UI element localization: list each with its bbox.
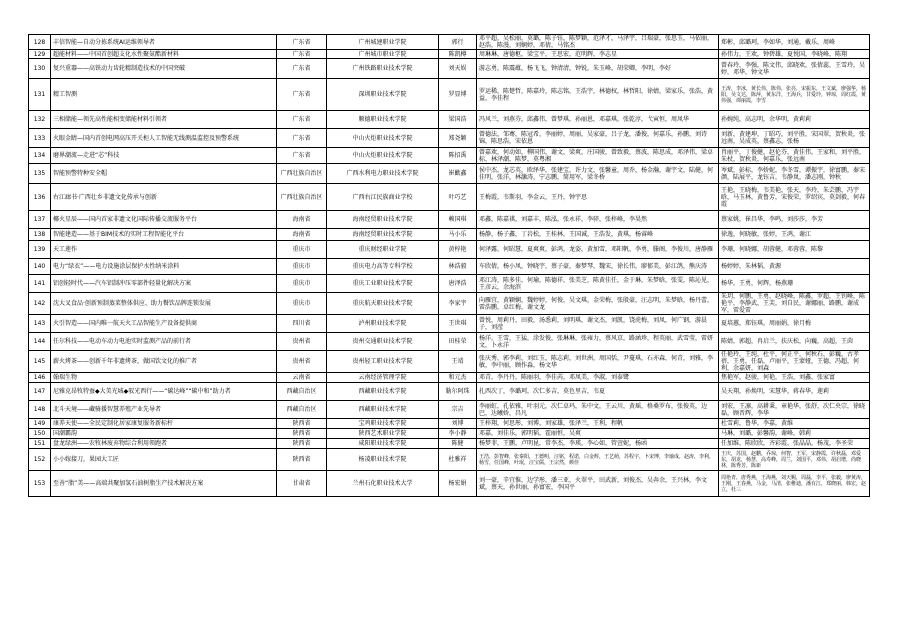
team-members-cell: 曾悦，周莉丹，田毅，汤悉莉，刘明琪，谢文杰，刘凯，饶虎梅，刘凤，何广钢，游晨子，刘滢 xyxy=(477,315,719,333)
school-name-cell: 中山火炬职业技术学院 xyxy=(327,148,439,164)
mentors-cell: 岑斌，彭标，李娇妮，李冬雪，谭振宇，徐富鹏，秦宋颜，陆展平，龙钰吉，韦静岚，潘志刚，钟秋 xyxy=(719,164,870,184)
table-row xyxy=(29,229,870,241)
mentors-cell: 夏培蕙，郑钰琪，周丽娟，徐月梅 xyxy=(719,315,870,333)
row-number-cell: 137 xyxy=(29,211,51,229)
province-cell: 重庆市 xyxy=(277,275,327,293)
mentors-cell: 杜雪莉，鲁华，李嘉，黄维 xyxy=(719,419,870,429)
team-leader-cell: 和元杰 xyxy=(439,373,477,383)
table-row xyxy=(29,184,870,211)
table-row xyxy=(29,293,870,315)
mentors-cell: 刘宏，王凛，高耕秉，章艳华，张舒，次仁央宗，徐晓磊，顾晋辉，李华 xyxy=(719,401,870,419)
mentors-cell: 杨华，王勇，何辉，杨燕珊 xyxy=(719,275,870,293)
team-members-cell: 邓嘉，刘佳乐，郭明韬，霍丽恒，吴爽 xyxy=(477,429,719,439)
team-members-cell: 邓青，李丹丹，陈丽羽，李佳芮，邓凤美，李淑，刘泰鹭 xyxy=(477,373,719,383)
team-leader-cell: 王世琪 xyxy=(439,315,477,333)
team-leader-cell: 王靖 xyxy=(439,351,477,373)
school-name-cell: 广西右江民族商业学校 xyxy=(327,184,439,211)
team-leader-cell: 杨宏娟 xyxy=(439,471,477,497)
team-leader-cell: 罗显博 xyxy=(439,79,477,111)
team-leader-cell: 唐泽浩 xyxy=(439,275,477,293)
row-number-cell: 150 xyxy=(29,429,51,439)
province-cell: 四川省 xyxy=(277,315,327,333)
row-number-cell: 149 xyxy=(29,419,51,429)
province-cell: 广西壮族自治区 xyxy=(277,164,327,184)
row-number-cell: 144 xyxy=(29,333,51,351)
team-leader-cell: 郑尧颖 xyxy=(439,129,477,148)
table-row xyxy=(29,449,870,471)
team-members-cell: 侯中杰，龙芯英，欧绎华，张建宝，许力文，张馨童，周乔，杨金瀚，谢宇文，陆健，何佳明，张洋，林灏涛，宁志鹏，简用军，梁冬桥 xyxy=(477,164,719,184)
school-name-cell: 重庆电力高等专科学校 xyxy=(327,259,439,275)
project-name-cell: 智能预警特种安全帽 xyxy=(51,164,277,184)
school-name-cell: 陕西艺术职业学院 xyxy=(327,429,439,439)
row-number-cell: 142 xyxy=(29,293,51,315)
table-row xyxy=(29,148,870,164)
project-name-cell: 三相储能—领先高性能相变储能材料引领者 xyxy=(51,111,277,129)
project-name-cell: 电力“绿衣”——电力设施涂层保护水性纳米涂料 xyxy=(51,259,277,275)
mentors-cell: 王庆，苏国，赵鹏，乔琼，何智，王军，宋静霞，许秋磊，邓爱东，胡龙，杨慧，高寿峰，周兰，刘国平，邓伟，胡启增，尚晓林，陈秀芳，陈新 xyxy=(719,449,870,471)
table-row xyxy=(29,50,870,59)
table-row xyxy=(29,419,870,429)
school-name-cell: 深圳职业技术学院 xyxy=(327,79,439,111)
row-number-cell: 138 xyxy=(29,229,51,241)
mentors-cell: 任艳玲，王纯，杜平，何正平，何秋石，彭巍，古孝蓓，王勇，任磊，卢丽平，王蒙娅，王德，冯超，何利，余嘉妍，刘森 xyxy=(719,351,870,373)
mentors-cell: 刘新，黄建坤，丁昭巧，刘平胜，宋国翠，贺秋炎，张远南，吴成英，蔡鑫志，张杨 xyxy=(719,129,870,148)
award-table xyxy=(28,34,870,497)
project-name-cell: 智能建造——基于BIM技术的实时工程智能化平台 xyxy=(51,229,277,241)
province-cell: 广东省 xyxy=(277,35,327,50)
school-name-cell: 兰州石化职业技术大学 xyxy=(327,471,439,497)
table-row xyxy=(29,401,870,419)
row-number-cell: 129 xyxy=(29,50,51,59)
team-leader-cell: 宗吉 xyxy=(439,401,477,419)
province-cell: 广东省 xyxy=(277,59,327,79)
table-row xyxy=(29,275,870,293)
school-name-cell: 海南经贸职业技术学院 xyxy=(327,229,439,241)
province-cell: 广东省 xyxy=(277,79,327,111)
row-number-cell: 147 xyxy=(29,383,51,401)
table-row xyxy=(29,471,870,497)
row-number-cell: 134 xyxy=(29,148,51,164)
table-row xyxy=(29,259,870,275)
team-members-cell: 车欣倩，杨小凤，钟晓宇，蔡子豪，秦梦琴，魏宋，徐长伟，廖郁美，彭江鸽，熊庆涛 xyxy=(477,259,719,275)
mentors-cell: 曾春玲，李强，陈文伟，邱晓欢，张倩蕊，王雪玲，吴婷，邓华，钟文华 xyxy=(719,59,870,79)
team-members-cell: 冯风兰，刘燕芬，邱鑫伟，曾梦琪，孙丽恩，邓嘉琪，张乾淳，弋寅恒，周凤华 xyxy=(477,111,719,129)
school-name-cell: 广西水利电力职业技术学院 xyxy=(327,164,439,184)
table-row xyxy=(29,241,870,259)
row-number-cell: 131 xyxy=(29,79,51,111)
province-cell: 重庆市 xyxy=(277,241,327,259)
team-members-cell: 邓江涛，陈多佳，何瑜，陈德祥，张美芝，陈黄佳任，金于琳，朱梦晗，张雯，陈沁见，王彦云，余海滨 xyxy=(477,275,719,293)
province-cell: 陕西省 xyxy=(277,439,327,449)
row-number-cell: 148 xyxy=(29,401,51,419)
mentors-cell: 任加维，陈欣欣，齐彩霞，张晶晶，杨茂，李圣荣 xyxy=(719,439,870,449)
row-number-cell: 141 xyxy=(29,275,51,293)
school-name-cell: 西藏职业技术学院 xyxy=(327,383,439,401)
team-leader-cell: 杜雅祥 xyxy=(439,449,477,471)
project-name-cell: 火引智造——国内唯一航天火工品智能生产设备提供商 xyxy=(51,315,277,333)
team-members-cell: 李丽虹，孔依雅，叶羽元，次仁卓玛，朱中文，王云川，黄瑶，格桑罗布，张俊英，边巴，达曦娇，昌凡 xyxy=(477,401,719,419)
team-leader-cell: 林浩毅 xyxy=(439,259,477,275)
mentors-cell: 孙婉纯，高志明，余华明，黄莉莉 xyxy=(719,111,870,129)
team-leader-cell: 叶巧艺 xyxy=(439,184,477,211)
project-name-cell: 右江廊书·广西壮乡非遗文化传承与创新 xyxy=(51,184,277,211)
school-name-cell: 西藏职业技术学院 xyxy=(327,401,439,419)
team-leader-cell: 陈健 xyxy=(439,439,477,449)
province-cell: 贵州省 xyxy=(277,351,327,373)
school-name-cell: 重庆航天职业技术学院 xyxy=(327,293,439,315)
team-members-cell: 王梅霞，韦斯羽，李金云，王丹，钟宇思 xyxy=(477,184,719,211)
mentors-cell: 朱玥，何鹏，王勇，赵晓峰，陈鑫，罗超，王钊峰，陈艳平，李静武，王芙，刘自民，谢娜丽，路鹏，谢成军，雷爱雷 xyxy=(719,293,870,315)
project-name-cell: 沈大叉食品·创新预制蒸菜整体供应、助力餐饮品牌连锁发展 xyxy=(51,293,277,315)
province-cell: 海南省 xyxy=(277,211,327,229)
row-number-cell: 132 xyxy=(29,111,51,129)
school-name-cell: 杨凌职业技术学院 xyxy=(327,449,439,471)
team-members-cell: 王梓翔，何思彤，刘博，刘家雄，张泽兰，王利，程帆 xyxy=(477,419,719,429)
province-cell: 重庆市 xyxy=(277,259,327,275)
project-name-cell: 国潮霸韵 xyxy=(51,429,277,439)
project-name-cell: 超能材料——中国首创超支化水性聚氨酯新材料 xyxy=(51,50,277,59)
mentors-cell: 焦艳军，赵骏，何艳，王浩，刘鑫，张家富 xyxy=(719,373,870,383)
mentors-cell: 蔡家姚，崔昌华，李鸣，刘莎莎，李芳 xyxy=(719,211,870,229)
table-row xyxy=(29,373,870,383)
project-name-cell: 翰瑞生物 xyxy=(51,373,277,383)
team-leader-cell: 崔歡鑫 xyxy=(439,164,477,184)
school-name-cell: 广州铁路职业技术学院 xyxy=(327,59,439,79)
mentors-cell: 郑彬，邱璐珂，李如华，刘通，戴乐，周峰 xyxy=(719,35,870,50)
row-number-cell: 143 xyxy=(29,315,51,333)
province-cell: 广东省 xyxy=(277,50,327,59)
school-name-cell: 重庆工业职业技术学院 xyxy=(327,275,439,293)
province-cell: 陕西省 xyxy=(277,429,327,439)
table-row xyxy=(29,315,870,333)
mentors-cell: 孙伟力，王欢，钟碧雄，夏悦国，李晓峰，陈翔 xyxy=(719,50,870,59)
table-row xyxy=(29,111,870,129)
mentors-cell: 杨婷婷，朱林韬，黄源 xyxy=(719,259,870,275)
school-name-cell: 广州城建职业学院 xyxy=(327,35,439,50)
table-row xyxy=(29,164,870,184)
project-name-cell: 火眼金睛—国内首创电网高压开关柜人工智能无线测温监控及预警系统 xyxy=(51,129,277,148)
team-leader-cell: 黄梓艳 xyxy=(439,241,477,259)
table-row xyxy=(29,129,870,148)
province-cell: 广东省 xyxy=(277,111,327,129)
project-name-cell: 薪火烤茶——创新千年非遗烤茶，做国饮文化的推广者 xyxy=(51,351,277,373)
mentors-cell: 王涛，李冰，黄长伟，陈伟，张亮，宋振东，王文斌，廖强华，杨阳，吴文达，陈萍，黄东洋，王海兵，甘爱玲，钟琼，周红霞，黄伟强，谭丽霞，李雪 xyxy=(719,79,870,111)
table-row xyxy=(29,79,870,111)
row-number-cell: 140 xyxy=(29,259,51,275)
project-name-cell: 康养天使——全民定制化居家康复服务新标杆 xyxy=(51,419,277,429)
project-name-cell: 精工智测 xyxy=(51,79,277,111)
school-name-cell: 贵州交通职业技术学院 xyxy=(327,333,439,351)
team-members-cell: 杨静，杨子鑫，丁岩松，王桂林，王国诚，王浩发，黄琪，杨睿峰 xyxy=(477,229,719,241)
row-number-cell: 151 xyxy=(29,439,51,449)
mentors-cell: 李珊，何晓娜，胡蓉健，邓蓉蓉，陈黎 xyxy=(719,241,870,259)
team-leader-cell: 郭行 xyxy=(439,35,477,50)
team-leader-cell: 田桂荣 xyxy=(439,333,477,351)
team-leader-cell: 刘博 xyxy=(439,419,477,429)
team-members-cell: 向雁宜，黄颖娴，魏婷婷，何俊，吴文琪，金荣梅，张殷豪，汪志明，朱梦晗，杨丹蕾，雷浩鹏，卓红梅，谢文龙 xyxy=(477,293,719,315)
row-number-cell: 146 xyxy=(29,373,51,383)
project-name-cell: 磨界潮流—走进“芯”科技 xyxy=(51,148,277,164)
team-leader-cell: 马小乐 xyxy=(439,229,477,241)
team-leader-cell: 梁国浩 xyxy=(439,111,477,129)
row-number-cell: 139 xyxy=(29,241,51,259)
school-name-cell: 重庆财经职业学院 xyxy=(327,241,439,259)
project-name-cell: 复兴重器——高铁动力齿轮精制造技术的中国突破 xyxy=(51,59,277,79)
mentors-cell: 陈婧，郭超，冉启兰，扶庆松，向巍，高超，王茵 xyxy=(719,333,870,351)
province-cell: 陕西省 xyxy=(277,449,327,471)
team-members-cell: 杨梦菲，王鹏，卢明昆，常李杰，李瑛，李心如，管萱妮，杨函 xyxy=(477,439,719,449)
mentors-cell: 肖丽平，丁俊健，赵伦芬，黄佳伟，王家和，刘平胜，朱杖，贺秋炎，何嘉乐，张远南 xyxy=(719,148,870,164)
mentors-cell: 吴天翔，孙焕明，宋慧华，蒋春华，莲莉 xyxy=(719,383,870,401)
table-row xyxy=(29,429,870,439)
project-name-cell: 天工莲作 xyxy=(51,241,277,259)
table-row xyxy=(29,351,870,373)
project-name-cell: 盘龙绿洲——农牧林废弃物综合利用领跑者 xyxy=(51,439,277,449)
project-name-cell: 椰火星辰——国内首家非遗文化国际传播交流服务平台 xyxy=(51,211,277,229)
row-number-cell: 153 xyxy=(29,471,51,497)
table-row xyxy=(29,211,870,229)
province-cell: 西藏自治区 xyxy=(277,383,327,401)
mentors-cell: 徐逸，何晓敏，张婷，王鸿，谢江 xyxy=(719,229,870,241)
team-members-cell: 曾德法，邹骞，陈冠希，李丽婷，周丽，吴家豪，吕子龙，潘俊，何嘉乐，孙鹏，刘诗锦，陈思浩，宋依恩 xyxy=(477,129,719,148)
team-leader-cell: 李小静 xyxy=(439,429,477,439)
row-number-cell: 130 xyxy=(29,59,51,79)
school-name-cell: 贵州轻工职业技术学院 xyxy=(327,351,439,373)
team-members-cell: 刘一豪，辛宜惟，边学彤，潘三亚，火翠平，田武新，刘俊杰，吴奔余，王兴林，李文斌，蔡天，孙世丽，孙富宏，李国平 xyxy=(477,471,719,497)
team-leader-cell: 陈招禹 xyxy=(439,148,477,164)
team-leader-cell: 刘天娱 xyxy=(439,59,477,79)
province-cell: 云南省 xyxy=(277,373,327,383)
row-number-cell: 128 xyxy=(29,35,51,50)
row-number-cell: 145 xyxy=(29,351,51,373)
team-members-cell: 曾嘉欢，何动如，柳国伟，谢文，梁爽，庄国骏，曾致毅，蔡波，陈思成，邓泽伟，梁卓标，林泽潮，陈梦，莫粤湘 xyxy=(477,148,719,164)
school-name-cell: 海南经贸职业技术学院 xyxy=(327,211,439,229)
table-row xyxy=(29,35,870,50)
table-row xyxy=(29,333,870,351)
table-row xyxy=(29,439,870,449)
team-members-cell: 游志勇，陈震蕴，杨飞飞，钟清清，钟锐，朱玉峰，胡荣卿，李明，李好 xyxy=(477,59,719,79)
province-cell: 甘肃省 xyxy=(277,471,327,497)
school-name-cell: 泸州职业技术学院 xyxy=(327,315,439,333)
school-name-cell: 宝鸡职业技术学院 xyxy=(327,419,439,429)
row-number-cell: 136 xyxy=(29,184,51,211)
team-members-cell: 杨洋，王雪，王猛，涂发俊，张琳琳，张雍力，蔡风京，路涵珍，程英丽，武雪莹，雷妍文，卜永洋 xyxy=(477,333,719,351)
province-cell: 广东省 xyxy=(277,129,327,148)
project-name-cell: 至善“脂”美——高端共聚加氢石油树脂生产技术解决方案 xyxy=(51,471,277,497)
project-name-cell: 铝创轻时代——汽车铝制冲压零部件轻量化解决方案 xyxy=(51,275,277,293)
school-name-cell: 咸阳职业技术学院 xyxy=(327,439,439,449)
row-number-cell: 133 xyxy=(29,129,51,148)
table-row xyxy=(29,383,870,401)
province-cell: 海南省 xyxy=(277,229,327,241)
project-name-cell: 任尔科技——电动车动力电池实时监测产品的前行者 xyxy=(51,333,277,351)
team-members-cell: 何泽露，何昭慧，夏爽爽，彭鸿，龙姿，黄加雪，邓阳帆，李勇，滕阁，李俊川，唐静雁 xyxy=(477,241,719,259)
team-leader-cell: 赖国琪 xyxy=(439,211,477,229)
project-name-cell: 尼雅克昂牧特蚕◆大美光城◆驭光西行——“碳达峰”“碳中和”助力者 xyxy=(51,383,277,401)
team-leader-cell: 李家宇 xyxy=(439,293,477,315)
province-cell: 广西壮族自治区 xyxy=(277,184,327,211)
school-name-cell: 广州城市职业学院 xyxy=(327,50,439,59)
team-members-cell: 邓平超，吴松丽，莫璐，陈子钰，陈梦颖，范泽才，马泽宇，吕瑞豪，张思玉，马依丽，赵浩，陈漫，刘娴婷，邓倩，马铭杰 xyxy=(477,35,719,50)
row-number-cell: 152 xyxy=(29,449,51,471)
table-row xyxy=(29,59,870,79)
team-members-cell: 张庆秀，郭李莉，刘红玉，陈志莉，刘世洲，周国恬，尹蔓琪，石亦森，何青，刘雅，李敏，李中丽，顾作淼，杨文华 xyxy=(477,351,719,373)
province-cell: 重庆市 xyxy=(277,293,327,315)
province-cell: 贵州省 xyxy=(277,333,327,351)
team-members-cell: 邓鑫，陈嘉祺，刘嘉丰，陈泓，张永祥，李骍，张梓峰，李昊然 xyxy=(477,211,719,229)
team-leader-cell: 勒尔阿珠 xyxy=(439,383,477,401)
mentors-cell: 马琳，刘璐，彭馨韵，谢峰，韩莉 xyxy=(719,429,870,439)
team-members-cell: 周琳琳，唐德枢，梁宝平，王思宏，范明辉，李志星 xyxy=(477,50,719,59)
province-cell: 西藏自治区 xyxy=(277,401,327,419)
school-name-cell: 云南经济管理学院 xyxy=(327,373,439,383)
team-members-cell: 罗运稀，陈楚哲，陈嘉玲，陈志铭，王浩宇，林德权，林哲阳，徐婧，梁家乐，张浩，黄益，李佳程 xyxy=(477,79,719,111)
mentors-cell: 周艳青，唐秀燕，王海燕，刘天赐，周磊，李平，张毅，廖黄涛，王刚，王春燕，马金，马清，张稚迪，潘有江，郑晓丽，韩宏，赵立，杜三 xyxy=(719,471,870,497)
row-number-cell: 135 xyxy=(29,164,51,184)
school-name-cell: 顺德职业技术学院 xyxy=(327,111,439,129)
school-name-cell: 中山火炬职业技术学院 xyxy=(327,129,439,148)
province-cell: 陕西省 xyxy=(277,419,327,429)
project-name-cell: 北斗天境——藏骑援智慧养殖产业先导者 xyxy=(51,401,277,419)
team-members-cell: 扎西次丁，李璐珂，次仁多吉，莫色里吉，韦夏 xyxy=(477,383,719,401)
project-name-cell: 小小嫁接刀，果园大工匠 xyxy=(51,449,277,471)
team-leader-cell: 陈凯樽 xyxy=(439,50,477,59)
mentors-cell: 王艳，王晓梅，韦美艳，张天，李玲，朱芸鹏，冯宇晗，马玉林，黄鲁芳，宋俊荣，罗绍宾，莫剑毅，何春霞 xyxy=(719,184,870,211)
project-name-cell: 丰信智能—自动分拣系统AI运维领导者 xyxy=(51,35,277,50)
team-members-cell: 王浩，彭智峰，张秦阳，王德明，汪铭，程诺，白金辉，王艺萌，苏程宇，卜宋博，李瑜成，赵涛，李利，杨雪，任国峰，叶珉，汪宝儒，王宗然，颜佳 xyxy=(477,449,719,471)
province-cell: 广东省 xyxy=(277,148,327,164)
